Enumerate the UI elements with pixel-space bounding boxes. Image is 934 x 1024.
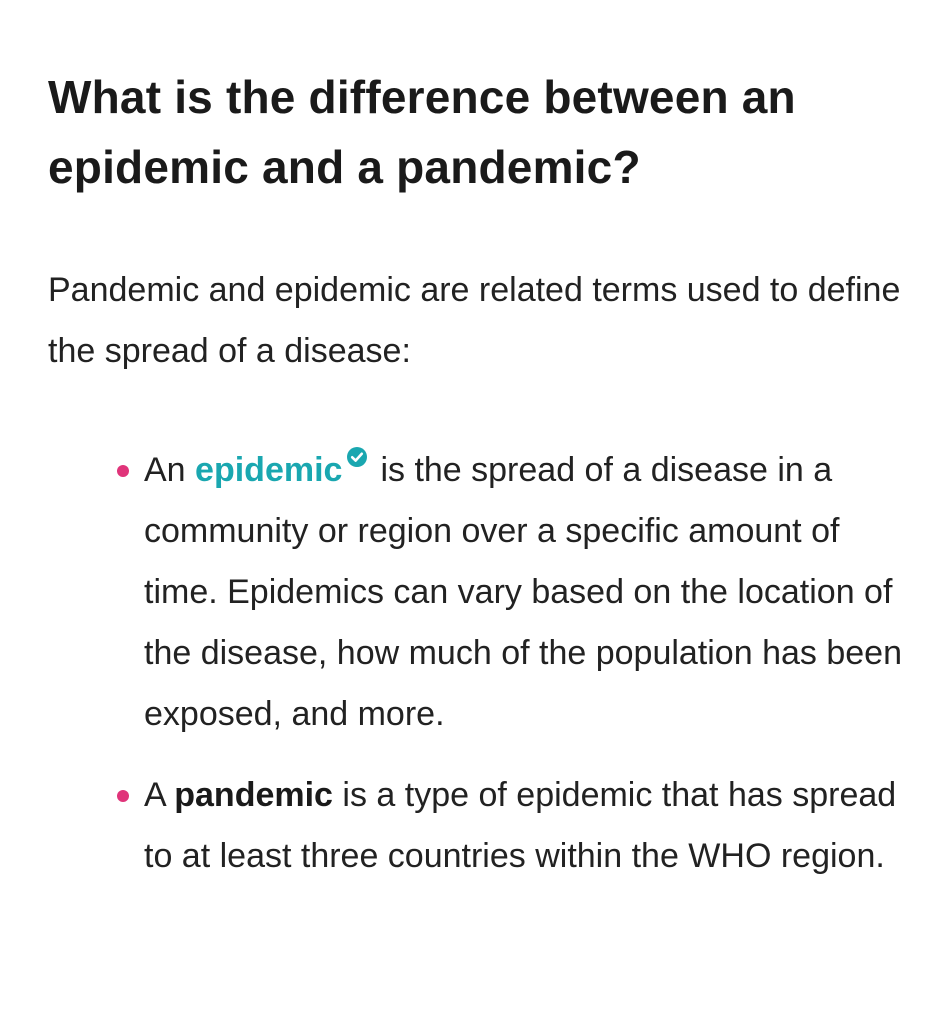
verified-check-icon — [346, 446, 368, 468]
bullet-dot-icon — [117, 465, 129, 477]
definition-list — [48, 440, 908, 887]
list-item-pandemic — [144, 765, 908, 887]
bullet-prefix: An — [144, 451, 196, 489]
bullet-prefix: A — [144, 776, 175, 814]
pandemic-term: pandemic — [174, 776, 333, 814]
epidemic-link[interactable]: epidemic — [195, 451, 343, 489]
article-body — [48, 62, 908, 907]
bullet-dot-icon — [117, 790, 129, 802]
list-item-epidemic — [144, 440, 908, 745]
bullet-text: is the spread of a disease in a community or region over a specific amount of time. Epidemics can vary based on the location of the disease, how much of the population has been exposed, and more. — [144, 451, 902, 733]
intro-paragraph: Pandemic and epidemic are related terms used to define the spread of a disease: — [48, 271, 901, 370]
page-title: What is the difference between an epidemic and a pandemic? — [48, 71, 796, 193]
bullet-text: is a type of epidemic that has spread to at least three countries within the WHO region. — [144, 776, 897, 875]
